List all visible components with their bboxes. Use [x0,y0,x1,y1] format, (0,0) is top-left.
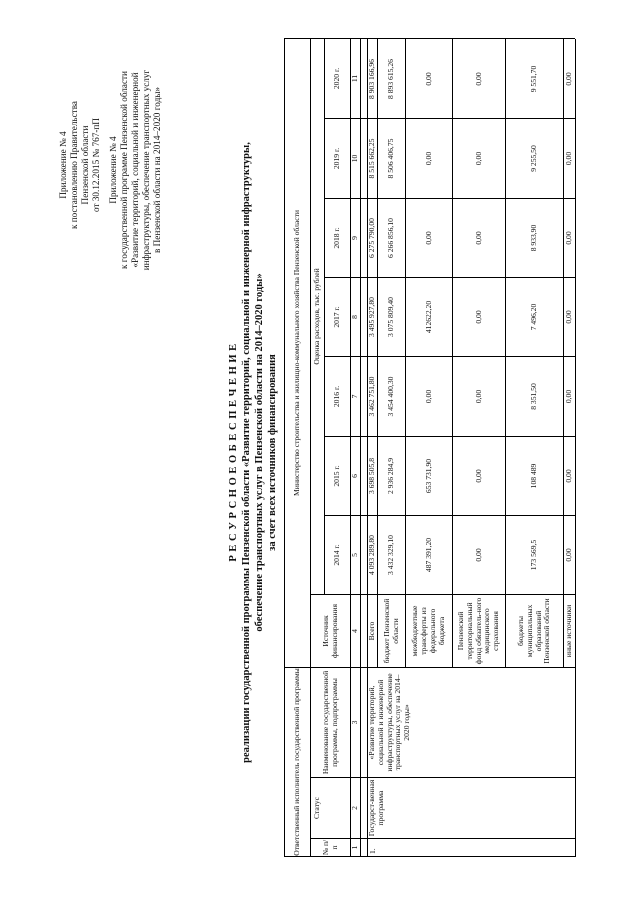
row-number: 1. [368,848,377,854]
value-cell: 8 933,90 [529,224,539,252]
col-number-11: 11 [350,74,360,83]
value-cell: 2 936 284,9 [386,457,396,495]
value-cell: 6 266 856,10 [386,218,396,258]
title-heading: Р Е С У Р С Н О Е О Б Е С П Е Ч Е Н И Е [228,343,239,562]
header-year-2015: 2015 г. [332,465,342,487]
value-cell: 3 698 505,8 [367,457,377,495]
header-no: № п/п [320,839,339,856]
value-cell: 0,00 [473,469,483,483]
value-cell: 0,00 [564,151,574,166]
value-cell: 0,00 [473,310,483,324]
value-cell: 7 496,20 [529,303,539,331]
header-year-2019: 2019 г. [332,147,342,170]
col-number-10: 10 [350,154,360,163]
source-label: Пензенский территориальный фонд обязатель-ного медицинского страхования [456,597,501,665]
value-cell: 0,00 [564,469,574,483]
value-cell: 8 515 662,25 [367,138,377,179]
col-number-6: 6 [350,474,360,478]
source-label: бюджет Пензенской области [381,598,400,664]
header-ministry: Министерство строительства и жилищно-коммунального хозяйства Пензенской области [292,210,302,496]
value-cell: 8 893 615,26 [386,59,396,99]
value-cell: 0,00 [473,151,483,166]
header-year-2017: 2017 г. [332,306,342,328]
header-year-2014: 2014 г. [332,544,342,566]
source-label: межбюджетные трансферты из федерального бюджета [410,605,446,657]
col-number-1: 1 [350,845,360,850]
title-line-3: за счет всех источников финансирования [267,354,278,551]
value-cell: 0,00 [423,389,433,404]
appendix-region: Пензенской области [80,125,90,205]
table-border-left [284,856,575,857]
value-cell: 0,00 [473,231,483,245]
value-cell: 0,00 [564,231,574,245]
row-program-name: «Развитие территорий, социальной и инженерной инфраструктуры, обеспечение транспортных услуг на 2014–2020 годы» [367,673,412,772]
source-label: бюджеты муниципальных образований Пензенской области [515,598,552,664]
table-border-bottom [575,39,576,857]
value-cell: 412622,20 [423,300,433,334]
source-label: иные источники [564,604,574,658]
appendix-program-line1: к государственной программе Пензенской области [119,71,129,269]
value-cell: 0,00 [423,72,433,86]
header-estimate: Оценка расходов, тыс. рублей [312,268,322,365]
col-number-3: 3 [350,720,360,725]
header-year-2016: 2016 г. [332,385,342,408]
header-source: Источник финансирования [320,604,339,658]
value-cell: 0,00 [473,548,483,562]
col-number-7: 7 [350,394,360,399]
col-number-9: 9 [350,236,360,240]
appendix-number-2: Приложение № 4 [108,136,118,204]
value-cell: 9 551,70 [529,65,539,93]
header-year-2020: 2020 г. [332,67,342,90]
appendix-program-line2: «Развитие территорий, социальной и инженерной [130,72,140,268]
value-cell: 4 093 289,80 [367,535,377,575]
value-cell: 0,00 [564,72,574,86]
appendix-program-line4: в Пензенской области на 2014–2020 годы» [152,86,162,254]
value-cell: 8 506 406,75 [386,138,396,179]
value-cell: 0,00 [564,548,574,562]
value-cell: 3 462 751,80 [367,376,377,417]
appendix-decree: к постановлению Правительства [69,101,79,229]
header-year-2018: 2018 г. [332,227,342,249]
appendix-decree-date: от 30.12.2015 № 767-пП [91,118,101,212]
value-cell: 3 454 400,30 [386,376,396,417]
value-cell: 9 255,50 [529,145,539,172]
value-cell: 0,00 [473,389,483,404]
col-number-8: 8 [350,315,360,319]
title-line-2: обеспечение транспортных услуг в Пензенской области на 2014–2020 годы» [254,273,265,632]
value-cell: 3 432 329,10 [386,535,396,575]
value-cell: 0,00 [423,151,433,166]
value-cell: 8 351,50 [529,383,539,410]
header-status: Статус [312,797,321,819]
title-line-1: реализации государственной программы Пензенской области «Развитие территорий, социальной и инженерной инфраструктуры, [241,142,252,763]
appendix-number: Приложение № 4 [58,131,68,199]
col-number-4: 4 [350,629,360,633]
value-cell: 108 489 [529,463,539,489]
value-cell: 487 391,20 [423,537,433,573]
value-cell: 3 495 927,80 [367,297,377,337]
col-number-5: 5 [350,553,360,557]
value-cell: 0,00 [473,72,483,86]
value-cell: 3 075 809,40 [386,297,396,337]
row-status: Государст-венная программа [367,779,385,837]
value-cell: 653 731,90 [423,458,433,494]
source-label: Всего [367,621,377,641]
value-cell: 0,00 [423,231,433,245]
appendix-program-line3: инфраструктуры, обеспечение транспортных услуг [141,69,151,271]
value-cell: 8 903 166,96 [367,59,377,99]
value-cell: 0,00 [564,310,574,324]
value-cell: 0,00 [564,389,574,404]
header-executor: Ответственный исполнитель государственной программы [292,668,302,856]
col-number-2: 2 [350,806,360,810]
value-cell: 6 275 790,00 [367,218,377,258]
rule-after-colnums [360,39,361,857]
value-cell: 173 569,5 [529,539,539,571]
header-name: Наименование государственной программы, подпрограммы [320,670,339,775]
